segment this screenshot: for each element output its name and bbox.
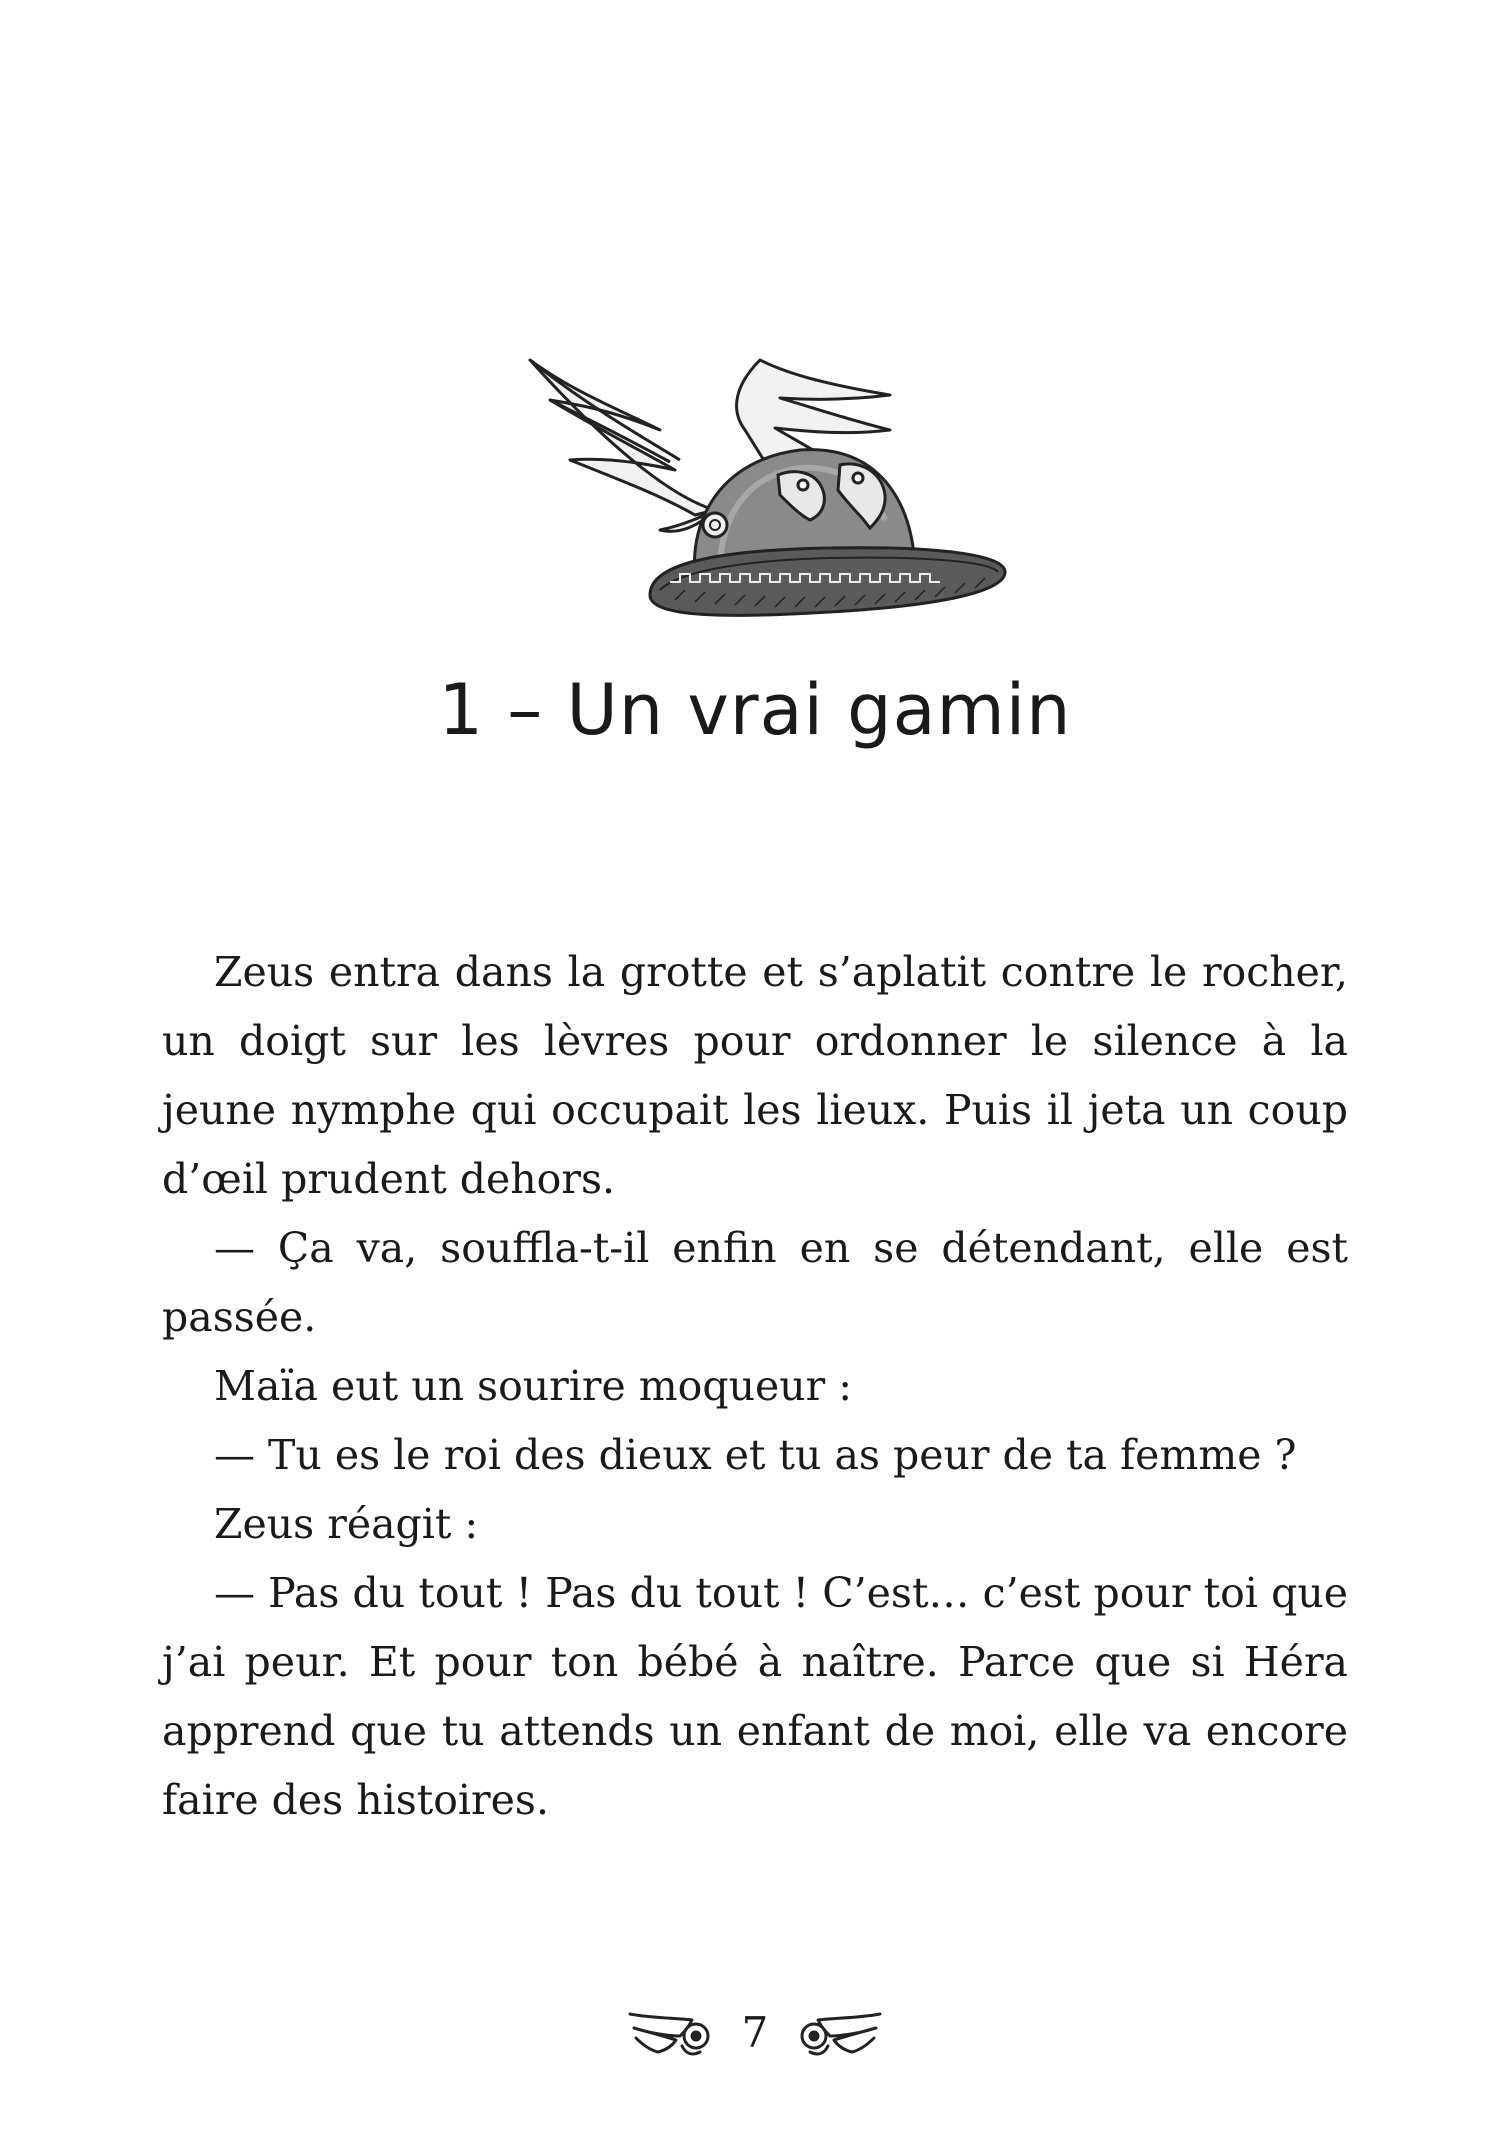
winged-helmet-icon	[510, 350, 1010, 640]
paragraph: — Ça va, souffla-t-il enfin en se détendant, elle est passée.	[162, 1224, 1348, 1341]
paragraph: — Pas du tout ! Pas du tout ! C’est… c’est pour toi que j’ai peur. Et pour ton bébé à naître. Parce que si Héra apprend que tu attends un enfant de moi, elle va encore faire des histoires.	[162, 1569, 1348, 1824]
page-number: 7	[741, 2008, 769, 2057]
paragraph: Zeus entra dans la grotte et s’aplatit contre le rocher, un doigt sur les lèvres pour ordonner le silence à la jeune nymphe qui occupait les lieux. Puis il jeta un coup d’œil prudent dehors.	[162, 948, 1348, 1203]
paragraph: — Tu es le roi des dieux et tu as peur de ta femme ?	[214, 1431, 1297, 1479]
chapter-title: 1 – Un vrai gamin	[438, 669, 1072, 751]
paragraph: Maïa eut un sourire moqueur :	[214, 1362, 853, 1410]
wing-left-icon	[626, 2006, 716, 2060]
wing-right-icon	[794, 2006, 884, 2060]
chapter-body	[162, 938, 1348, 1835]
paragraph: Zeus réagit :	[214, 1500, 479, 1548]
page-footer	[0, 1998, 1510, 2068]
